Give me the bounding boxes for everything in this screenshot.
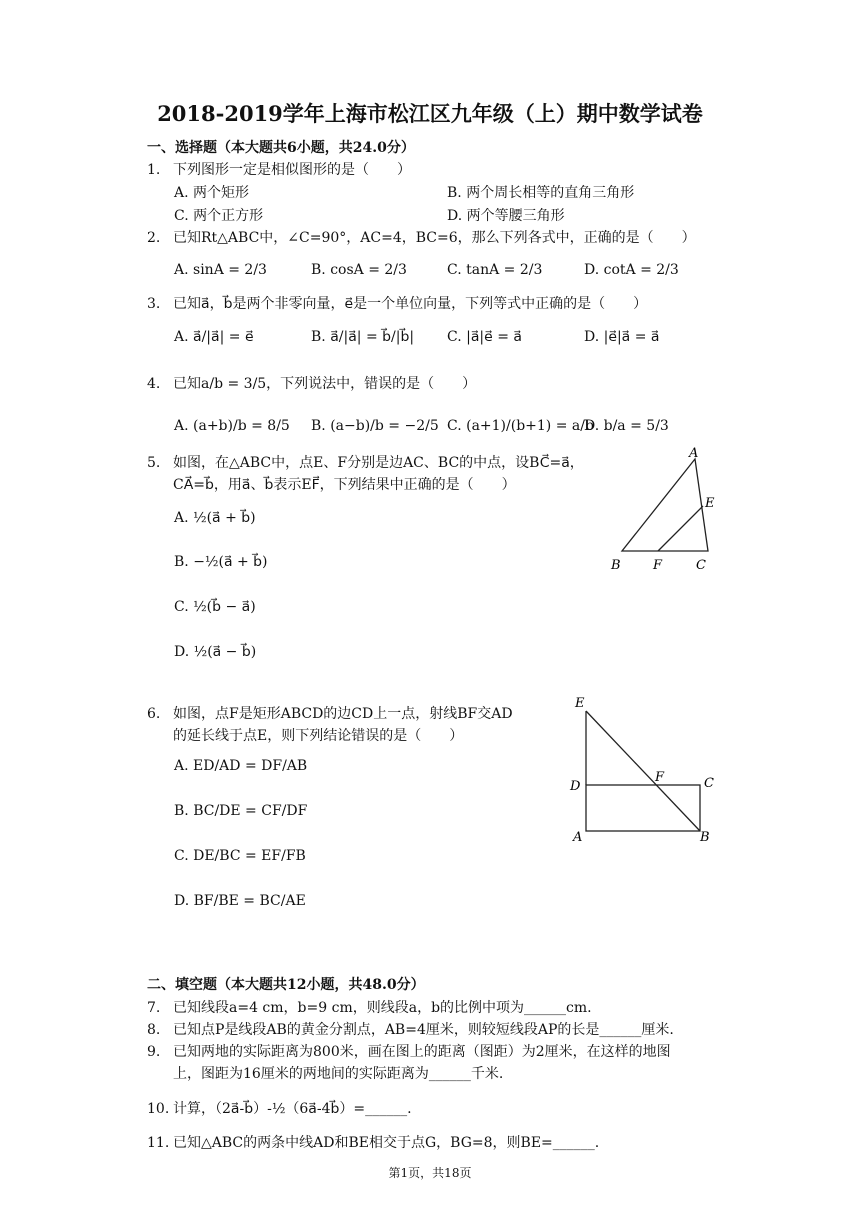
question-10	[147, 1098, 412, 1118]
question-1	[147, 159, 411, 179]
q6-option-b: B. BC/DE = CF/DF	[174, 803, 308, 819]
q3-option-c: C. |a⃗|e⃗ = a⃗	[447, 329, 522, 345]
question-text: 下列图形一定是相似图形的是（ ）	[173, 162, 411, 178]
q4-option-a: A. (a+b)/b = 8/5	[174, 418, 290, 434]
question-3	[147, 293, 647, 313]
question-2	[147, 227, 696, 247]
question-11	[147, 1132, 599, 1152]
question-9	[147, 1041, 671, 1061]
question-text: 如图，在△ABC中，点E、F分别是边AC、BC的中点，设BC⃗=a⃗，	[173, 455, 584, 471]
q6-option-a: A. ED/AD = DF/AB	[174, 758, 308, 774]
q4-option-c: C. (a+1)/(b+1) = a/b	[447, 418, 594, 434]
question-6	[147, 703, 513, 723]
question-number: 1.	[147, 162, 161, 178]
question-6-line2: 的延长线于点E，则下列结论错误的是（ ）	[173, 728, 464, 744]
question-number: 9.	[147, 1044, 161, 1060]
question-text: 如图，点F是矩形ABCD的边CD上一点，射线BF交AD	[173, 706, 513, 722]
question-number: 10.	[147, 1101, 170, 1117]
q1-option-b: B. 两个周长相等的直角三角形	[447, 185, 635, 201]
rectangle-abcd	[586, 785, 700, 831]
q2-option-a: A. sinA = 2/3	[174, 262, 267, 278]
q4-option-d: D. b/a = 5/3	[584, 418, 669, 434]
q5-option-b: B. −½(a⃗ + b⃗)	[174, 554, 268, 570]
q2-option-c: C. tanA = 2/3	[447, 262, 543, 278]
label-a: A	[573, 830, 583, 845]
question-number: 7.	[147, 1000, 161, 1016]
q1-option-c: C. 两个正方形	[174, 208, 264, 224]
question-text: 已知线段a=4 cm，b=9 cm，则线段a，b的比例中项为______cm.	[173, 1000, 592, 1016]
question-number: 11.	[147, 1135, 170, 1151]
segment-eb	[586, 711, 700, 831]
section-heading-choice: 一、选择题（本大题共6小题，共24.0分）	[147, 140, 415, 156]
question-number: 6.	[147, 706, 161, 722]
segment-ef	[658, 506, 703, 551]
label-c: C	[704, 776, 714, 791]
label-e: E	[705, 496, 715, 511]
rectangle-abcd-figure	[565, 690, 725, 850]
q2-option-d: D. cotA = 2/3	[584, 262, 679, 278]
page-footer: 第1页，共18页	[388, 1166, 472, 1180]
question-text: 已知a/b = 3/5，下列说法中，错误的是（ ）	[173, 376, 477, 392]
q2-option-b: B. cosA = 2/3	[311, 262, 407, 278]
label-b: B	[611, 558, 621, 573]
question-text: 已知a⃗，b⃗是两个非零向量，e⃗是一个单位向量，下列等式中正确的是（ ）	[173, 296, 648, 312]
question-5	[147, 452, 584, 472]
q5-option-a: A. ½(a⃗ + b⃗)	[174, 510, 256, 526]
question-5-line2: CA⃗=b⃗，用a⃗、b⃗表示EF⃗，下列结果中正确的是（ ）	[173, 477, 516, 493]
question-text: 已知△ABC的两条中线AD和BE相交于点G，BG=8，则BE=______.	[173, 1135, 600, 1151]
page-title: 2018-2019学年上海市松江区九年级（上）期中数学试卷	[157, 101, 703, 126]
label-e: E	[575, 696, 585, 711]
q5-option-c: C. ½(b⃗ − a⃗)	[174, 599, 256, 615]
label-f: F	[653, 558, 663, 573]
q3-option-b: B. a⃗/|a⃗| = b⃗/|b⃗|	[311, 329, 415, 345]
label-b: B	[700, 830, 710, 845]
triangle-abc-figure	[600, 440, 730, 580]
question-4	[147, 373, 476, 393]
section-heading-fill: 二、填空题（本大题共12小题，共48.0分）	[147, 977, 425, 993]
question-number: 5.	[147, 455, 161, 471]
q4-option-b: B. (a−b)/b = −2/5	[311, 418, 439, 434]
question-text: 已知两地的实际距离为800米，画在图上的距离（图距）为2厘米，在这样的地图	[173, 1044, 671, 1060]
question-text: 已知Rt△ABC中，∠C=90°，AC=4，BC=6，那么下列各式中，正确的是（ ）	[173, 230, 696, 246]
q6-option-d: D. BF/BE = BC/AE	[174, 893, 306, 909]
label-a: A	[689, 446, 699, 461]
triangle-abc	[622, 459, 708, 551]
question-text: 计算，（2a⃗-b⃗）-½（6a⃗-4b⃗）=______.	[173, 1101, 412, 1117]
q1-option-d: D. 两个等腰三角形	[447, 208, 565, 224]
label-f: F	[655, 770, 665, 785]
q3-option-a: A. a⃗/|a⃗| = e⃗	[174, 329, 254, 345]
question-7	[147, 997, 592, 1017]
q6-option-c: C. DE/BC = EF/FB	[174, 848, 306, 864]
question-number: 3.	[147, 296, 161, 312]
q1-option-a: A. 两个矩形	[174, 185, 250, 201]
question-9-line2: 上，图距为16厘米的两地间的实际距离为______千米.	[173, 1066, 504, 1082]
question-number: 4.	[147, 376, 161, 392]
label-d: D	[570, 779, 581, 794]
q3-option-d: D. |e⃗|a⃗ = a⃗	[584, 329, 660, 345]
question-number: 2.	[147, 230, 161, 246]
q5-option-d: D. ½(a⃗ − b⃗)	[174, 644, 257, 660]
question-8	[147, 1019, 674, 1039]
question-number: 8.	[147, 1022, 161, 1038]
question-text: 已知点P是线段AB的黄金分割点，AB=4厘米，则较短线段AP的长是______厘米.	[173, 1022, 674, 1038]
label-c: C	[696, 558, 706, 573]
